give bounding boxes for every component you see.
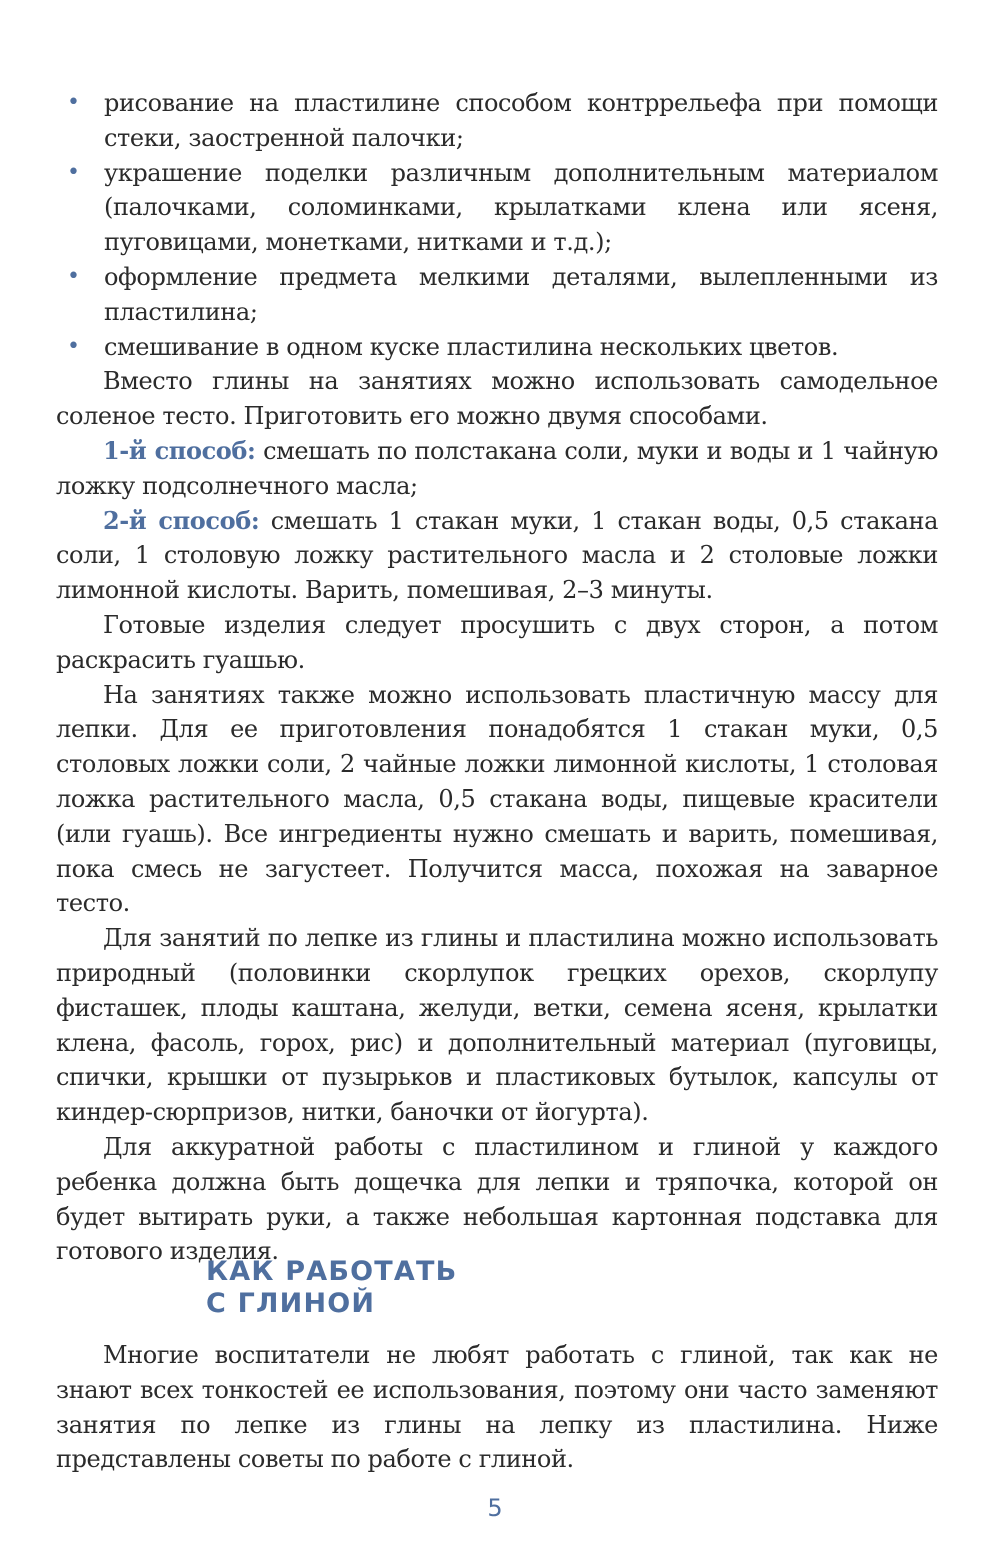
list-item bbox=[56, 86, 938, 156]
bullet-text: рисование на пластилине способом контррельефа при помощи стеки, заостренной палочки; bbox=[104, 89, 938, 152]
bullet-icon: • bbox=[67, 159, 80, 185]
main-text bbox=[56, 86, 938, 1269]
section-heading-line-1: КАК РАБОТАТЬ bbox=[206, 1256, 458, 1287]
method-2-label: 2-й способ: bbox=[103, 505, 260, 535]
paragraph-materials: Для занятий по лепке из глины и пластилина можно использовать природный (половинки скорлупок грецких орехов, скорлупу фисташек, плоды каштана, желуди, ветки, семена ясеня, крылатки клена, фасоль, горох, рис) и дополнительный материал (пуговицы, спички, крышки от пузырьков и пластиковых бутылок, капсулы от киндер-сюрпризов, нитки, баночки от йогурта). bbox=[56, 924, 938, 1127]
bullet-icon: • bbox=[67, 90, 80, 115]
list-item bbox=[56, 330, 938, 365]
section-body bbox=[56, 1338, 938, 1477]
bullet-icon: • bbox=[67, 333, 80, 359]
list-item bbox=[56, 156, 938, 260]
paragraph-drying: Готовые изделия следует просушить с двух сторон, а потом раскрасить гуашью. bbox=[56, 610, 938, 674]
section-heading-line-2: С ГЛИНОЙ bbox=[206, 1288, 376, 1319]
bullet-icon: • bbox=[67, 263, 80, 289]
paragraph-method-1 bbox=[56, 434, 938, 504]
method-1-label: 1-й способ: bbox=[103, 435, 256, 465]
page-number: 5 bbox=[487, 1494, 503, 1522]
paragraph-plastic-mass: На занятиях также можно использовать пластичную массу для лепки. Для ее приготовления понадобятся 1 стакан муки, 0,5 столовых ложки соли, 2 чайные ложки лимонной кислоты, 1 столовая ложка растительного масла, 0,5 стакана воды, пищевые красители (или гуашь). Все ингредиенты нужно смешать и варить, помешивая, пока смесь не загустеет. Получится масса, похожая на заварное тесто. bbox=[56, 680, 938, 918]
list-item bbox=[56, 260, 938, 330]
section-heading bbox=[206, 1256, 457, 1320]
paragraph-clay-intro: Многие воспитатели не любят работать с глиной, так как не знают всех тонкостей ее использования, поэтому они часто заменяют занятия по лепке из глины на лепку из пластилина. Ниже представлены советы по работе с глиной. bbox=[56, 1341, 938, 1474]
bullet-text: украшение поделки различным дополнительным материалом (палочками, соломинками, крылатками клена или ясеня, пуговицами, монетками, нитками и т.д.); bbox=[104, 158, 938, 257]
paragraph-method-2 bbox=[56, 504, 938, 608]
paragraph-workplace: Для аккуратной работы с пластилином и глиной у каждого ребенка должна быть дощечка для лепки и тряпочка, которой он будет вытирать руки, а также небольшая картонная подставка для готового изделия. bbox=[56, 1132, 938, 1266]
method-1-text: смешать по полстакана соли, муки и воды и 1 чайную ложку подсолнечного масла; bbox=[56, 436, 938, 500]
method-2-text: смешать 1 стакан муки, 1 стакан воды, 0,5 стакана соли, 1 столовую ложку растительного масла и 2 столовые ложки лимонной кислоты. Варить, помешивая, 2–3 минуты. bbox=[56, 506, 939, 605]
paragraph-salt-dough: Вместо глины на занятиях можно использовать самодельное соленое тесто. Приготовить его можно двумя способами. bbox=[56, 367, 938, 431]
bullet-list bbox=[56, 86, 938, 364]
bullet-text: оформление предмета мелкими деталями, вылепленными из пластилина; bbox=[104, 262, 938, 326]
bullet-text: смешивание в одном куске пластилина нескольких цветов. bbox=[104, 332, 839, 361]
